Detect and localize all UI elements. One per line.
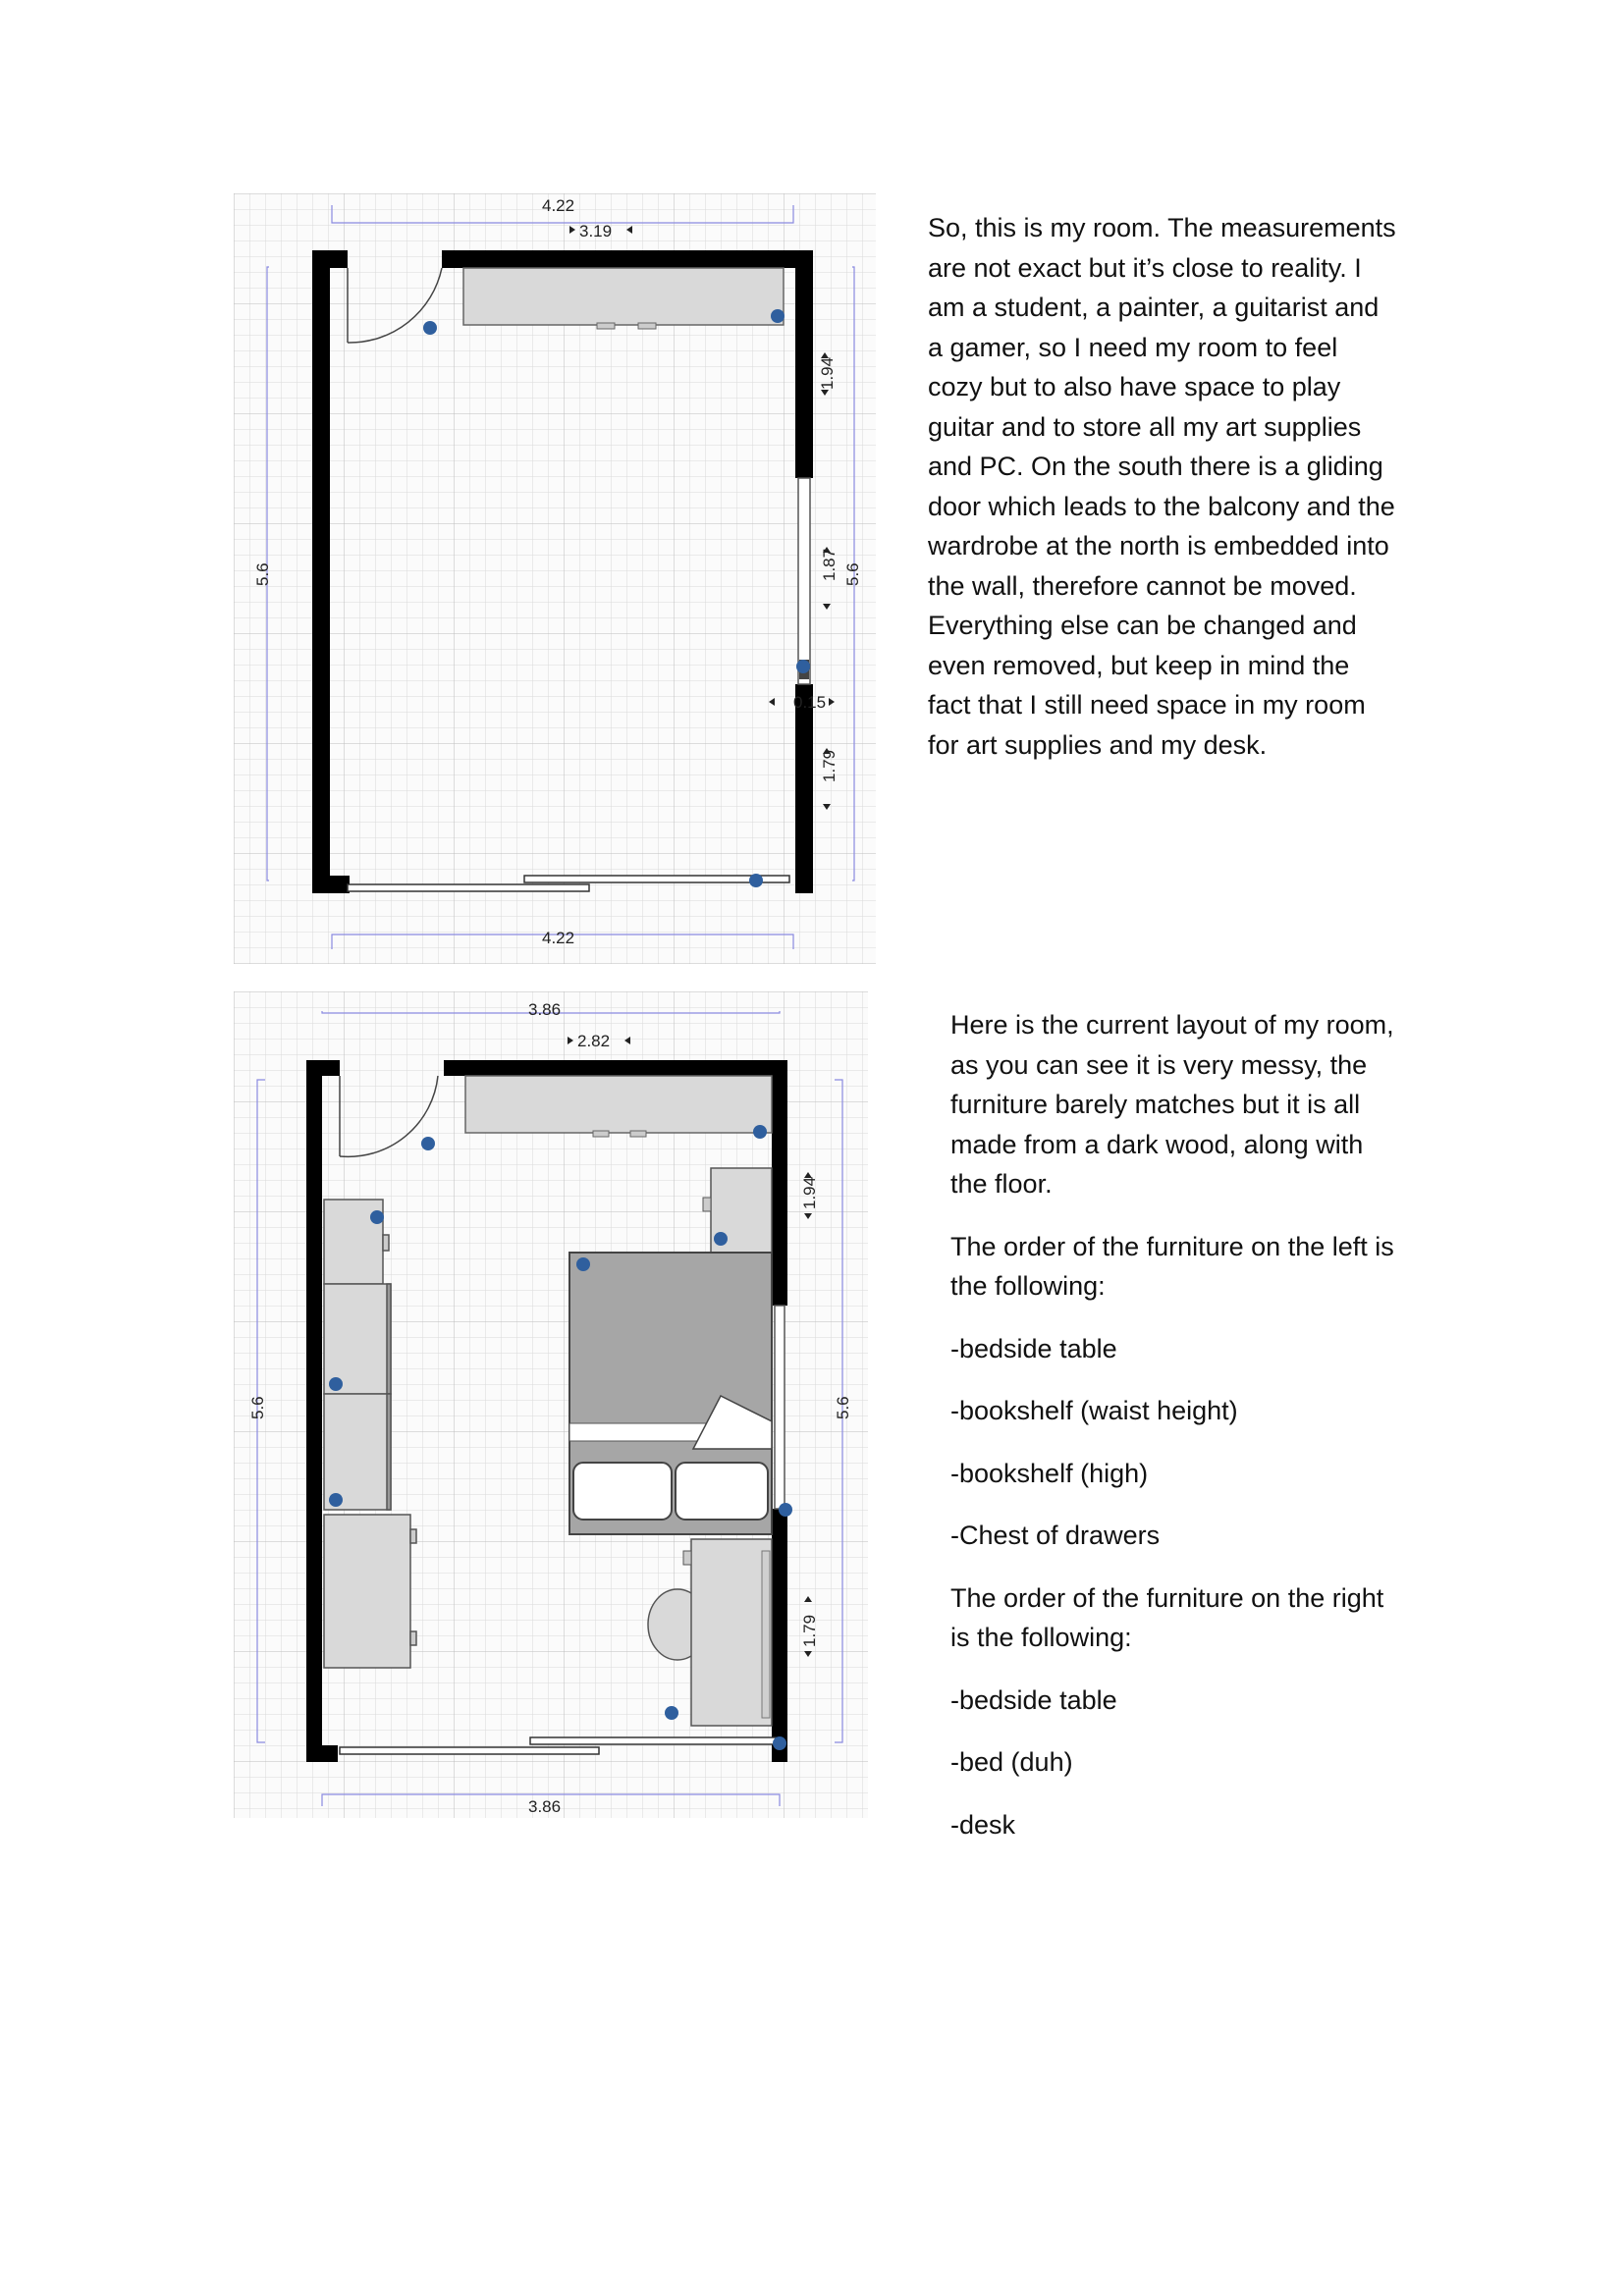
dim-bottom-outer: 4.22: [542, 929, 575, 947]
chest-of-drawers: [324, 1515, 410, 1668]
dim-segment-upper: 1.94: [800, 1176, 819, 1209]
floor-plan-2-drawing: [234, 991, 868, 1818]
left-item: -bookshelf (waist height): [950, 1396, 1238, 1425]
dim-right-height: 5.6: [843, 562, 862, 586]
left-furniture-heading: The order of the furniture on the left is the following:: [950, 1231, 1394, 1301]
dim-top-inner: 3.19: [579, 222, 613, 240]
dim-segment-lower: 1.79: [800, 1614, 819, 1647]
right-item: -bedside table: [950, 1684, 1117, 1715]
left-item: -bookshelf (high): [950, 1458, 1149, 1488]
left-item: -bedside table: [950, 1333, 1117, 1363]
dim-segment-lower: 1.79: [820, 749, 839, 782]
intro-paragraph: So, this is my room. The measurements are not exact but it’s close to reality. I am a student, a painter, a guitarist and a gamer, so I need my room to feel cozy but to also have space to play guitar and to store all my art supplies and PC. On the south there is a gliding door which leads to the balcony and the wardrobe at the north is embedded into the wall, therefore cannot be moved. Everything else can be changed and even removed, but keep in mind the fact that I still need space in my room for art supplies and my desk.: [928, 213, 1396, 760]
bookshelf-high: [324, 1394, 391, 1510]
dim-top-outer: 3.86: [528, 1000, 562, 1019]
right-window: [798, 478, 810, 684]
dim-top-inner: 2.82: [577, 1032, 611, 1050]
layout-text: [950, 1005, 1402, 1867]
intro-text: [928, 208, 1399, 787]
dim-gap: 0.15: [793, 693, 827, 712]
dim-left-height: 5.6: [253, 562, 272, 586]
left-item: -Chest of drawers: [950, 1521, 1161, 1550]
dim-top-outer: 4.22: [542, 196, 575, 215]
dim-segment-middle: 1.87: [820, 548, 839, 581]
dim-left-height: 5.6: [248, 1396, 267, 1419]
wardrobe: [465, 1076, 772, 1137]
floor-plan-empty-room: [234, 193, 876, 964]
bookshelf-waist-height: [324, 1284, 391, 1394]
dim-segment-upper: 1.94: [818, 356, 837, 390]
right-window: [775, 1306, 785, 1509]
layout-paragraph: Here is the current layout of my room, as you can see it is very messy, the furniture barely matches but it is all made from a dark wood, along with the floor.: [950, 1010, 1394, 1199]
right-item: -desk: [950, 1809, 1016, 1840]
right-item: -bed (duh): [950, 1747, 1073, 1777]
wardrobe: [463, 268, 784, 329]
bed: [569, 1253, 772, 1534]
floor-plan-current-layout: [234, 991, 868, 1818]
dim-bottom-outer: 3.86: [528, 1797, 562, 1816]
right-furniture-heading: The order of the furniture on the right is the following:: [950, 1582, 1384, 1652]
floor-plan-1-drawing: [234, 193, 876, 964]
dim-right-height: 5.6: [834, 1396, 852, 1419]
